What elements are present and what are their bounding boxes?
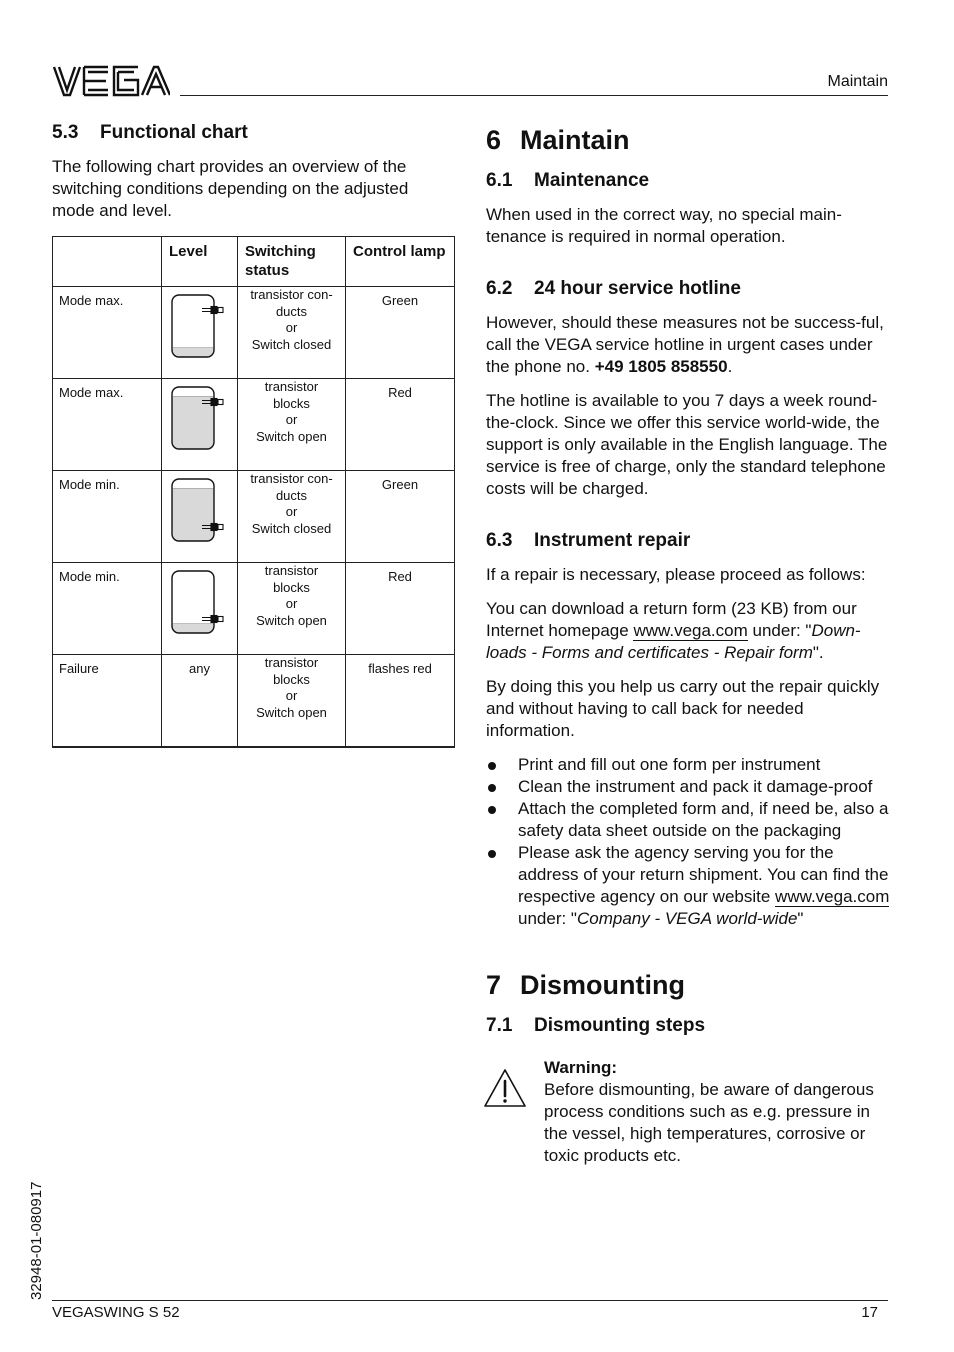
section-title: Instrument repair xyxy=(534,530,691,551)
level-cell xyxy=(162,287,238,379)
status-line: or xyxy=(285,320,298,335)
level-cell: any xyxy=(162,655,238,747)
chapter-6-heading xyxy=(486,125,890,156)
status-line: transistor con- xyxy=(250,287,333,302)
column-header: Control lamp xyxy=(346,237,455,287)
control-lamp-cell: flashes red xyxy=(346,655,455,747)
left-column xyxy=(52,122,454,748)
status-line: transistor xyxy=(264,379,319,394)
footer-product: VEGASWING S 52 xyxy=(52,1304,180,1321)
level-cell xyxy=(162,379,238,471)
repair-text: ". xyxy=(812,643,824,662)
control-lamp-cell: Green xyxy=(346,471,455,563)
liquid-level xyxy=(172,348,214,357)
agency-path: Company - VEGA world-wide xyxy=(576,909,798,928)
section-title: Functional chart xyxy=(100,122,248,143)
mode-cell: Failure xyxy=(53,655,162,747)
list-item-text: under: " xyxy=(518,909,577,928)
footer-rule xyxy=(52,1300,888,1301)
status-line: or xyxy=(285,504,298,519)
mode-cell: Mode max. xyxy=(53,287,162,379)
repair-text: under: " xyxy=(747,621,812,640)
control-lamp-cell: Red xyxy=(346,563,455,655)
bullet-icon xyxy=(488,784,496,792)
liquid-level xyxy=(172,624,214,633)
level-cell xyxy=(162,563,238,655)
control-lamp-cell: Green xyxy=(346,287,455,379)
vega-logo-icon xyxy=(52,64,170,98)
status-line: Switch open xyxy=(256,704,327,720)
list-item-text: Clean the instrument and pack it damage-proof xyxy=(518,777,873,796)
level-cell xyxy=(162,471,238,563)
section-6-3-heading xyxy=(486,530,890,552)
functional-chart-table xyxy=(52,236,455,748)
vessel-level-icon xyxy=(169,293,231,359)
list-item-text: Print and fill out one form per instrument xyxy=(518,755,821,774)
header-section-label: Maintain xyxy=(827,73,888,90)
liquid-level xyxy=(172,396,214,449)
page-number: 17 xyxy=(861,1304,878,1321)
table-row xyxy=(53,563,455,655)
vessel-level-icon xyxy=(169,569,231,635)
section-title: Maintenance xyxy=(534,170,650,191)
repair-paragraph-2 xyxy=(486,598,890,664)
section-5-3-heading xyxy=(52,122,454,144)
section-6-2-heading xyxy=(486,278,890,300)
section-6-1-heading xyxy=(486,170,890,192)
section-title: 24 hour service hotline xyxy=(534,278,741,299)
warning-text: Before dismounting, be aware of dangerous process conditions such as e.g. pressure in the vessel, high temperatures, corrosive or toxic products etc. xyxy=(544,1080,874,1165)
sensor-icon xyxy=(202,616,223,623)
section-number: 5.3 xyxy=(52,122,79,143)
bullet-icon xyxy=(488,850,496,858)
list-item xyxy=(486,754,890,776)
repair-form-path: Down-loads - Forms and certificates - Repair form xyxy=(486,621,861,662)
table-row xyxy=(53,287,455,379)
status-line: or xyxy=(285,596,298,611)
repair-text: You can download a return form (23 KB) from our Internet homepage xyxy=(486,599,857,640)
bullet-icon xyxy=(488,806,496,814)
hotline-paragraph-2: The hotline is available to you 7 days a week round-the-clock. Since we offer this service world-wide, the support is only available in the English language. The service is free of charge, only the standard telephone costs will be charged. xyxy=(486,391,888,498)
mode-cell: Mode min. xyxy=(53,563,162,655)
section-title: Dismounting steps xyxy=(534,1015,706,1036)
list-item xyxy=(486,776,890,798)
control-lamp-cell: Red xyxy=(346,379,455,471)
status-line: Switch open xyxy=(256,612,327,628)
chapter-title: Dismounting xyxy=(520,970,685,1000)
column-header: Switching status xyxy=(238,237,346,287)
switching-status-cell xyxy=(238,379,346,471)
functional-chart-intro: The following chart provides an overview of the switching conditions depending on the adjusted mode and level. xyxy=(52,157,409,220)
document-code: 32948-01-080917 xyxy=(28,1181,45,1300)
vega-website-link[interactable]: www.vega.com xyxy=(633,621,748,640)
status-line: Switch closed xyxy=(251,336,332,352)
hotline-phone: +49 1805 858550 xyxy=(594,357,728,376)
repair-steps-list xyxy=(486,754,890,930)
maintenance-text: When used in the correct way, no special main-tenance is required in normal operation. xyxy=(486,205,842,246)
list-item xyxy=(486,798,890,842)
section-7-1-heading xyxy=(486,1015,890,1037)
section-number: 6.3 xyxy=(486,530,513,551)
hotline-paragraph-1 xyxy=(486,312,890,378)
table-row xyxy=(53,655,455,747)
vega-website-link[interactable]: www.vega.com xyxy=(775,887,890,906)
table-row xyxy=(53,379,455,471)
status-line: Switch closed xyxy=(251,520,332,536)
vessel-level-icon xyxy=(169,477,231,543)
table-row xyxy=(53,471,455,563)
chapter-title: Maintain xyxy=(520,125,630,155)
warning-block xyxy=(486,1057,890,1167)
list-item-text: Please ask the agency serving you for the address of your return shipment. You can find the respective agency on our website xyxy=(518,843,889,906)
status-line: transistor con- xyxy=(250,471,333,486)
switching-status-cell xyxy=(238,471,346,563)
warning-icon xyxy=(482,1067,528,1114)
table-header-row xyxy=(53,237,455,287)
status-line: blocks xyxy=(273,579,310,595)
chapter-number: 7 xyxy=(486,970,502,1000)
list-item-text: Attach the completed form and, if need be, also a safety data sheet outside on the packaging xyxy=(518,799,889,840)
right-column xyxy=(486,125,890,1179)
section-number: 6.2 xyxy=(486,278,513,299)
warning-title: Warning: xyxy=(544,1058,618,1077)
status-line: blocks xyxy=(273,395,310,411)
repair-paragraph-3: By doing this you help us carry out the repair quickly and without having to call back for needed information. xyxy=(486,677,880,740)
switching-status-cell xyxy=(238,563,346,655)
status-line: ducts xyxy=(275,487,308,503)
section-number: 6.1 xyxy=(486,170,513,191)
mode-cell: Mode min. xyxy=(53,471,162,563)
section-number: 7.1 xyxy=(486,1015,513,1036)
mode-cell: Mode max. xyxy=(53,379,162,471)
status-line: transistor xyxy=(264,655,319,670)
status-line: or xyxy=(285,688,298,703)
switching-status-cell xyxy=(238,655,346,747)
column-header: Level xyxy=(162,237,238,287)
status-line: ducts xyxy=(275,303,308,319)
chapter-7-heading xyxy=(486,970,890,1001)
status-line: transistor xyxy=(264,563,319,578)
chapter-number: 6 xyxy=(486,125,502,155)
vega-logo xyxy=(52,64,170,103)
header-rule xyxy=(180,95,888,96)
repair-paragraph-1: If a repair is necessary, please proceed as follows: xyxy=(486,565,866,584)
column-header xyxy=(53,237,162,287)
switching-status-cell xyxy=(238,287,346,379)
list-item xyxy=(486,842,890,930)
status-line: blocks xyxy=(273,671,310,687)
liquid-level xyxy=(172,488,214,541)
status-line: Switch open xyxy=(256,428,327,444)
sensor-icon xyxy=(202,307,223,314)
list-item-text: " xyxy=(797,909,804,928)
vessel-level-icon xyxy=(169,385,231,451)
hotline-text-end: . xyxy=(727,357,733,376)
bullet-icon xyxy=(488,762,496,770)
warning-body xyxy=(544,1057,890,1167)
status-line: or xyxy=(285,412,298,427)
hotline-text: However, should these measures not be success-ful, call the VEGA service hotline in urgent cases under the phone no. xyxy=(486,313,884,376)
